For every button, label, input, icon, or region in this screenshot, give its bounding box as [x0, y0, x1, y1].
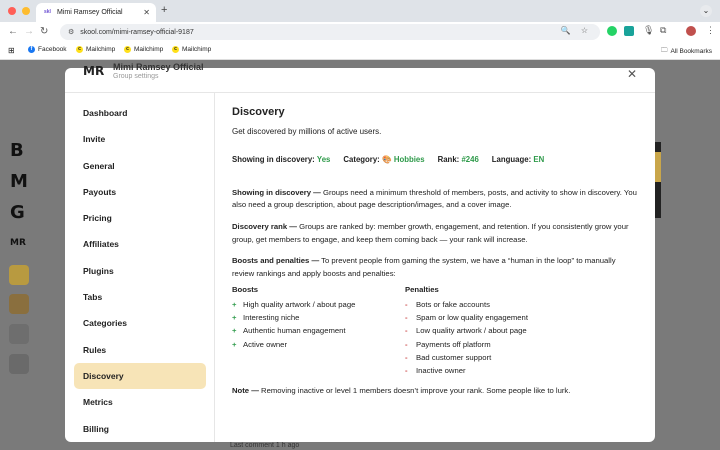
page-title: Discovery: [232, 106, 285, 118]
site-info-icon[interactable]: ⚙: [68, 29, 75, 36]
list-item: [405, 298, 578, 311]
minus-icon: -: [405, 339, 408, 349]
profile-avatar[interactable]: [686, 26, 696, 36]
group-thumbnail: [9, 265, 29, 285]
penalties-title: Penalties: [405, 285, 439, 295]
group-icon-m: M: [10, 171, 28, 192]
sidebar-divider: [214, 92, 215, 442]
folder-icon: 🗀: [660, 47, 668, 54]
list-item-text: Low quality artwork / about page: [416, 326, 527, 336]
modal-header: [65, 62, 655, 92]
group-icon-g: G: [10, 202, 25, 223]
close-icon[interactable]: ✕: [626, 67, 637, 81]
list-item-text: Authentic human engagement: [243, 326, 346, 336]
menu-item-categories[interactable]: Categories: [83, 318, 127, 329]
mailchimp-icon: c: [76, 46, 83, 53]
menu-item-discovery[interactable]: Discovery: [74, 363, 206, 389]
note-paragraph: [232, 385, 637, 398]
minus-icon: -: [405, 326, 408, 336]
tab-title: Mimi Ramsey Official: [57, 9, 123, 16]
close-tab-icon[interactable]: ✕: [143, 8, 150, 17]
all-bookmarks[interactable]: [661, 46, 712, 57]
all-bookmarks-label: All Bookmarks: [670, 48, 712, 55]
forward-arrow-icon[interactable]: →: [24, 26, 34, 37]
stat-category: [343, 154, 424, 167]
close-window-button[interactable]: [8, 7, 16, 15]
bookmark-star-icon[interactable]: ☆: [580, 26, 588, 35]
minus-icon: -: [405, 365, 408, 375]
address-toolbar: [0, 22, 720, 42]
menu-item-tabs[interactable]: Tabs: [83, 292, 103, 303]
header-divider: [65, 92, 655, 93]
zoom-icon[interactable]: 🔍: [560, 26, 571, 35]
plus-icon: +: [232, 313, 237, 323]
boosts-paragraph: [232, 255, 637, 280]
stat-value: Yes: [316, 155, 331, 165]
mailchimp-icon: c: [172, 46, 179, 53]
list-item-text: High quality artwork / about page: [243, 299, 356, 309]
group-thumbnail: [9, 324, 29, 344]
facebook-icon: f: [28, 46, 35, 53]
microphone-icon[interactable]: 🎙: [643, 25, 655, 35]
menu-item-dashboard[interactable]: Dashboard: [83, 108, 128, 118]
back-arrow-icon[interactable]: ←: [8, 26, 18, 37]
menu-item-billing[interactable]: Billing: [83, 423, 109, 434]
extension-icon[interactable]: [624, 26, 634, 36]
menu-item-metrics[interactable]: Metrics: [83, 397, 113, 408]
mailchimp-icon: c: [124, 46, 131, 53]
last-comment-text: Last comment 1 h ago: [230, 442, 300, 449]
paragraph-text: Groups need a minimum threshold of members, posts, and activity to show in discovery. You also need a group description, about page description/images, and a cover image.: [232, 187, 637, 210]
menu-item-general[interactable]: General: [83, 160, 115, 171]
list-item: [405, 338, 578, 351]
list-item-text: Spam or low quality engagement: [416, 313, 528, 323]
list-item-text: Bots or fake accounts: [416, 299, 490, 309]
group-settings-modal: [65, 62, 655, 442]
list-item: [405, 324, 578, 337]
showing-paragraph: [232, 187, 637, 212]
group-thumbnail: [9, 294, 29, 314]
stat-language: [492, 154, 544, 167]
skool-favicon-icon: skl: [44, 9, 51, 15]
paragraph-heading: Showing in discovery —: [232, 187, 321, 197]
stat-label: Language:: [491, 155, 532, 165]
whatsapp-extension-icon[interactable]: [607, 26, 617, 36]
list-item: [405, 311, 578, 324]
list-item-text: Payments off platform: [416, 339, 491, 349]
list-item: [405, 351, 578, 364]
plus-icon: +: [232, 299, 237, 309]
list-item-text: Bad customer support: [416, 352, 492, 362]
page-lead: Get discovered by millions of active users.: [232, 126, 382, 136]
penalties-list: [405, 284, 578, 377]
stat-label: Category:: [343, 155, 380, 165]
group-logo: MR: [83, 64, 105, 78]
reload-icon[interactable]: ↻: [40, 26, 49, 37]
paragraph-heading: Note —: [232, 386, 259, 396]
list-item-text: Inactive owner: [416, 365, 466, 375]
plus-icon: +: [232, 339, 237, 349]
bookmark-mailchimp[interactable]: [172, 46, 211, 53]
bookmark-label: Facebook: [38, 46, 67, 53]
rank-paragraph: [232, 221, 637, 246]
stat-label: Rank:: [437, 155, 460, 165]
list-item-text: Interesting niche: [243, 313, 300, 323]
bookmark-mailchimp[interactable]: [124, 46, 163, 53]
menu-item-payouts[interactable]: Payouts: [83, 186, 117, 197]
paragraph-text: Removing inactive or level 1 members doesn’t improve your rank. Some people like to lurk.: [258, 386, 571, 396]
bookmark-label: Mailchimp: [134, 46, 164, 53]
bookmark-facebook[interactable]: [28, 46, 67, 53]
boosts-list: [232, 284, 405, 377]
discovery-panel: [232, 106, 637, 407]
menu-item-rules[interactable]: Rules: [83, 344, 107, 355]
group-icon-b: B: [10, 140, 24, 161]
settings-menu: [74, 100, 206, 442]
group-thumbnail: [9, 354, 29, 374]
stat-rank: [438, 154, 479, 167]
minimize-window-button[interactable]: [22, 7, 30, 15]
paragraph-text: Groups are ranked by: member growth, engagement, and retention. If you consistently grow your group, get members to engage, and keep them coming back — your rank will increase.: [232, 221, 629, 244]
plus-icon: +: [232, 326, 237, 336]
bookmark-mailchimp[interactable]: [76, 46, 115, 53]
tab-search-chevron-icon[interactable]: ⌄: [700, 5, 712, 17]
extensions-puzzle-icon[interactable]: ⧉: [660, 25, 667, 35]
list-item: [232, 324, 405, 337]
minus-icon: -: [405, 313, 408, 323]
list-item-text: Active owner: [243, 339, 288, 349]
stat-value: #246: [461, 155, 479, 165]
url-text: skool.com/mimi-ramsey-official-9187: [80, 28, 194, 36]
paragraph-heading: Boosts and penalties —: [232, 256, 320, 266]
boosts-penalties-columns: [232, 284, 637, 377]
bookmark-label: Mailchimp: [182, 46, 212, 53]
list-item: [232, 298, 405, 311]
boosts-title: Boosts: [232, 285, 259, 295]
list-item: [232, 311, 405, 324]
minus-icon: -: [405, 299, 408, 309]
menu-item-plugins[interactable]: Plugins: [83, 265, 114, 276]
bookmark-label: Mailchimp: [86, 46, 116, 53]
browser-tab-bar: [0, 0, 720, 22]
group-icon-mr: MR: [10, 238, 26, 248]
minus-icon: -: [405, 352, 408, 362]
browser-tab[interactable]: [36, 3, 156, 22]
apps-grid-icon[interactable]: ⊞: [8, 46, 15, 55]
bookmarks-bar: [0, 42, 720, 60]
new-tab-icon[interactable]: +: [161, 4, 168, 16]
list-item: [405, 364, 578, 377]
menu-kebab-icon[interactable]: ⋮: [706, 25, 715, 35]
menu-item-pricing[interactable]: Pricing: [83, 213, 112, 224]
group-name: Mimi Ramsey Official: [113, 62, 204, 72]
menu-item-affiliates[interactable]: Affiliates: [83, 239, 119, 250]
background-panel-accent: [655, 152, 661, 182]
stat-label: Showing in discovery:: [232, 155, 315, 165]
stat-showing: [232, 154, 330, 167]
discovery-stats: [232, 154, 637, 167]
modal-subtitle: Group settings: [113, 73, 159, 80]
url-bar[interactable]: [60, 24, 600, 40]
menu-item-invite[interactable]: Invite: [83, 134, 106, 145]
paragraph-text: To prevent people from gaming the system, we have a “human in the loop” to manually review rankings and apply boosts and penalties:: [232, 256, 616, 278]
stat-value: EN: [533, 155, 545, 165]
stat-value: 🎨 Hobbies: [381, 155, 425, 165]
paragraph-heading: Discovery rank —: [232, 221, 297, 231]
list-item: [232, 338, 405, 351]
